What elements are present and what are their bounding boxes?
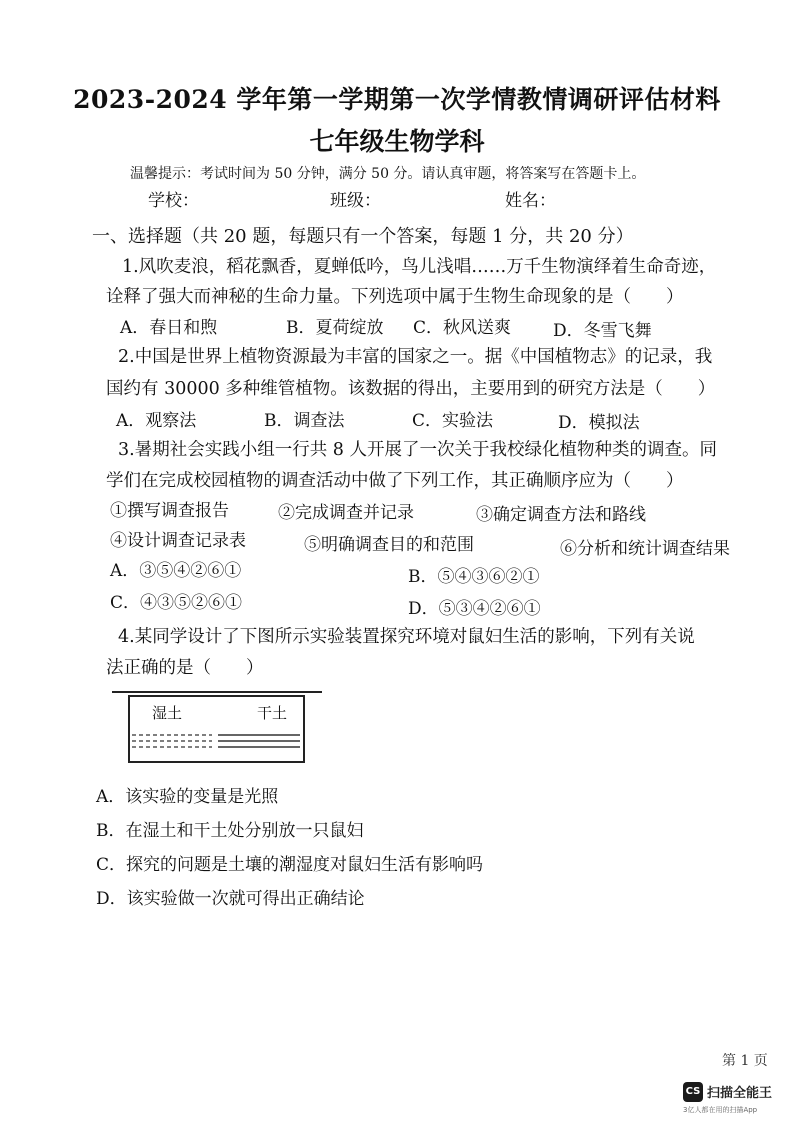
- class-label: 班级：: [330, 191, 381, 211]
- dry-soil-label: 干土: [257, 705, 288, 722]
- question-2-option-a: A．观察法: [116, 411, 197, 431]
- question-4-option-b: B．在湿土和干土处分别放一只鼠妇: [96, 821, 364, 841]
- question-4-line-1: 4.某同学设计了下图所示实验装置探究环境对鼠妇生活的影响，下列有关说: [118, 627, 695, 647]
- question-1-line-2: 诠释了强大而神秘的生命力量。下列选项中属于生物生命现象的是（ ）: [106, 287, 684, 307]
- question-3-line-1: 3.暑期社会实践小组一行共 8 人开展了一次关于我校绿化植物种类的调查。同: [118, 440, 717, 460]
- camscanner-logo-icon: CS: [683, 1082, 703, 1102]
- camscanner-tagline: 3亿人都在用的扫描App: [683, 1106, 758, 1114]
- question-4-option-c: C．探究的问题是土壤的潮湿度对鼠妇生活有影响吗: [96, 855, 484, 875]
- question-2-option-b: B．调查法: [264, 411, 345, 431]
- page-subtitle: 七年级生物学科: [309, 127, 485, 156]
- question-4-line-2: 法正确的是（ ）: [106, 658, 264, 678]
- page-title: 2023-2024 学年第一学期第一次学情教情调研评估材料: [73, 85, 721, 114]
- experiment-diagram: [112, 688, 327, 768]
- question-1-option-b: B．夏荷绽放: [286, 318, 384, 338]
- question-1-option-d: D．冬雪飞舞: [553, 321, 652, 341]
- section-heading: 一、选择题（共 20 题，每题只有一个答案，每题 1 分，共 20 分）: [92, 226, 634, 247]
- page-number: 第 1 页: [722, 1053, 768, 1069]
- exam-tip: 温馨提示：考试时间为 50 分钟，满分 50 分。请认真审题，将答案写在答题卡上。: [130, 166, 646, 182]
- question-1-option-a: A．春日和煦: [120, 318, 218, 338]
- question-1-line-1: 1.风吹麦浪，稻花飘香，夏蝉低吟，鸟儿浅唱……万千生物演绎着生命奇迹，: [122, 257, 717, 277]
- wet-soil-label: 湿土: [152, 705, 183, 722]
- question-2-option-c: C．实验法: [412, 411, 494, 431]
- question-3-line-2: 学们在完成校园植物的调查活动中做了下列工作，其正确顺序应为（ ）: [106, 471, 684, 491]
- question-4-option-a: A．该实验的变量是光照: [96, 787, 279, 807]
- question-3-step-3: ③确定调查方法和路线: [476, 505, 646, 525]
- question-3-option-b: B．⑤④③⑥②①: [408, 567, 540, 587]
- question-2-line-2: 国约有 30000 多种维管植物。该数据的得出，主要用到的研究方法是（ ）: [106, 379, 716, 399]
- question-3-step-2: ②完成调查并记录: [278, 503, 414, 523]
- question-2-line-1: 2.中国是世界上植物资源最为丰富的国家之一。据《中国植物志》的记录，我: [118, 347, 713, 367]
- question-3-step-1: ①撰写调查报告: [110, 501, 229, 521]
- question-3-step-6: ⑥分析和统计调查结果: [560, 539, 730, 559]
- question-3-step-4: ④设计调查记录表: [110, 531, 246, 551]
- camscanner-name: 扫描全能王: [707, 1086, 773, 1101]
- question-1-option-c: C．秋风送爽: [413, 318, 512, 338]
- question-3-option-d: D．⑤③④②⑥①: [408, 599, 541, 619]
- school-label: 学校：: [148, 191, 199, 211]
- question-3-option-a: A．③⑤④②⑥①: [110, 561, 242, 581]
- question-4-option-d: D．该实验做一次就可得出正确结论: [96, 889, 365, 909]
- name-label: 姓名：: [505, 191, 556, 211]
- question-3-step-5: ⑤明确调查目的和范围: [304, 535, 474, 555]
- question-3-option-c: C．④③⑤②⑥①: [110, 593, 243, 613]
- question-2-option-d: D．模拟法: [558, 413, 640, 433]
